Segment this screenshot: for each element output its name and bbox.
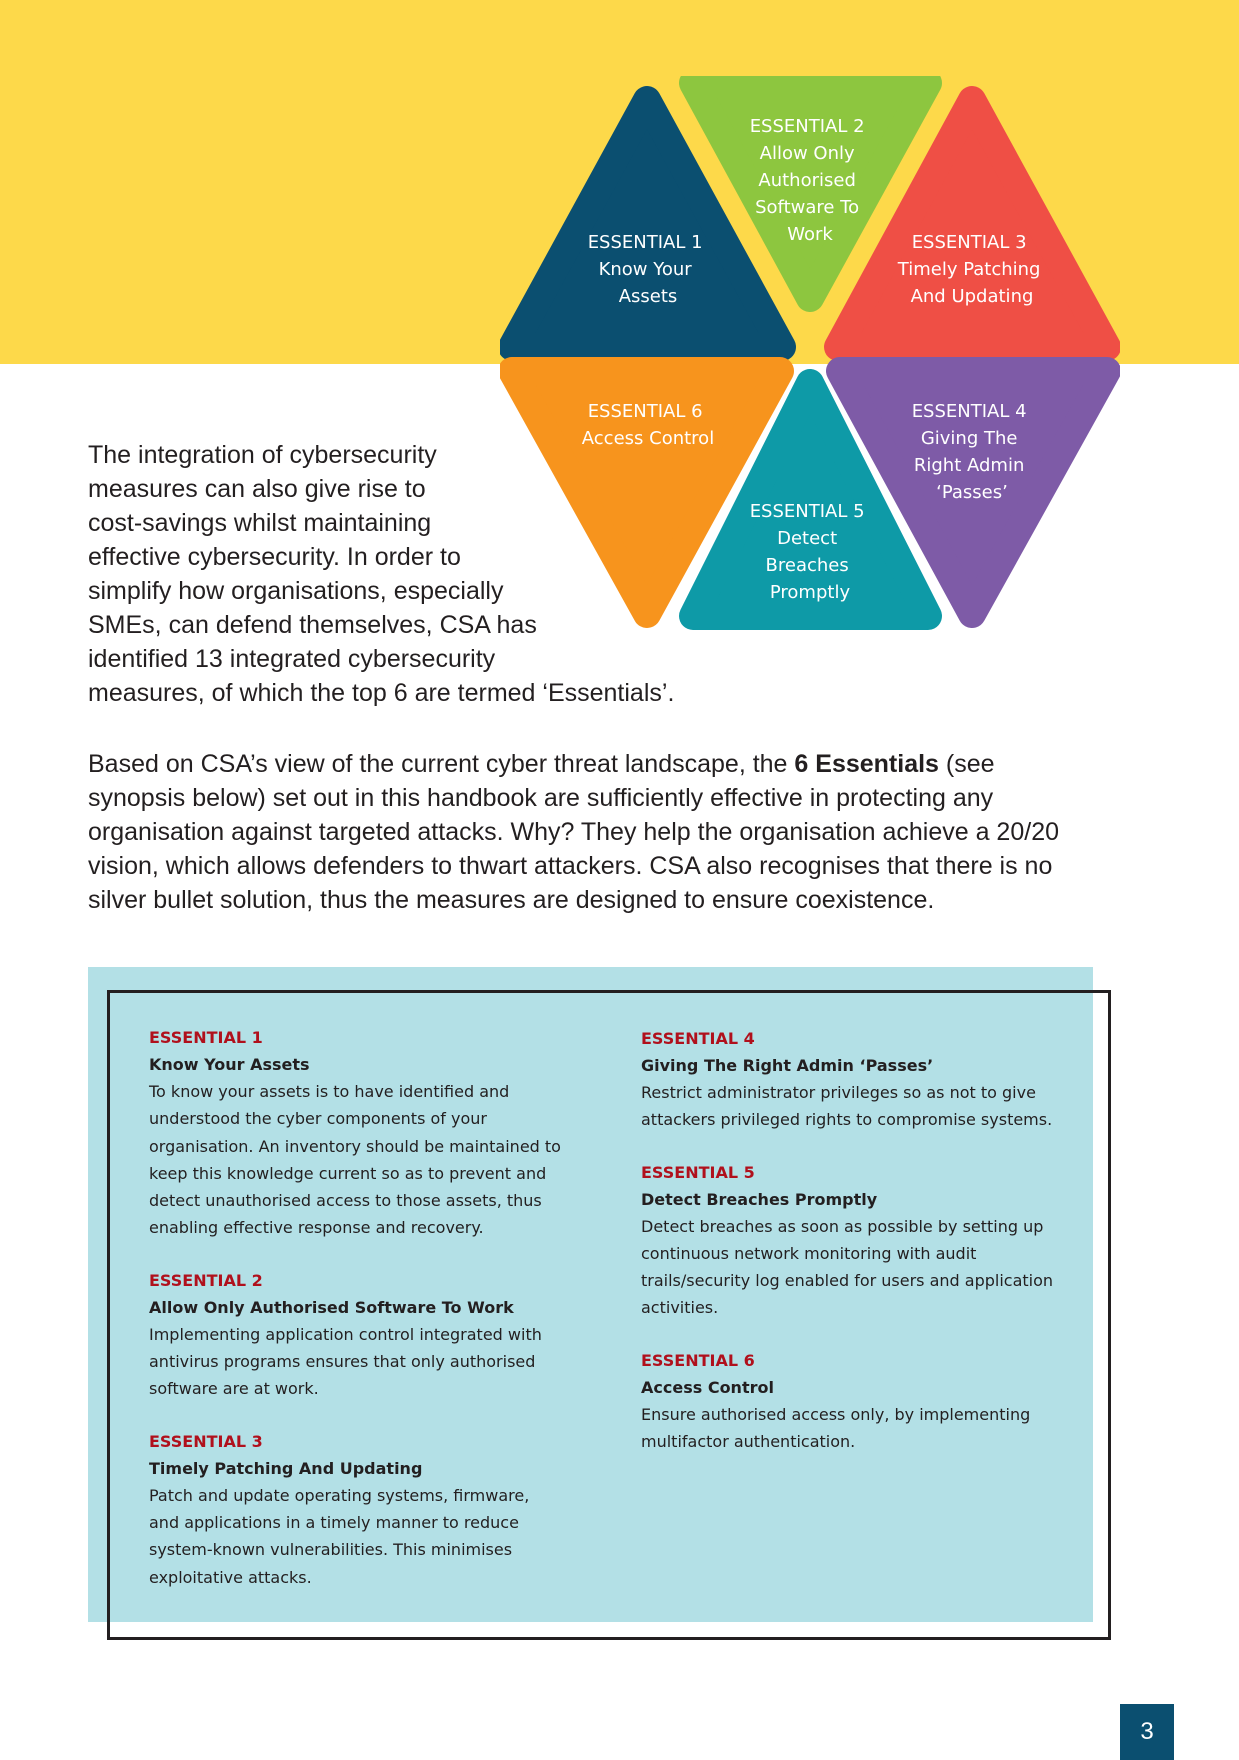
essential-description [149,1078,599,1242]
synopsis-essential-4 [641,1025,1081,1134]
six-essentials-emphasis: 6 Essentials [794,750,939,778]
intro-line: effective cybersecurity. In order to [88,543,461,571]
page-number: 3 [1120,1704,1174,1760]
essential-label: ESSENTIAL 5 [641,1162,755,1182]
rationale-line: synopsis below) set out in this handbook are sufficiently effective in protecting any [88,784,994,812]
essential-label: ESSENTIAL 6 [641,1350,755,1370]
description-line: Detect breaches as soon as possible by setting up [641,1216,1044,1236]
description-line: To know your assets is to have identified and [149,1082,510,1101]
essential-5-diagram-label: ESSENTIAL 5 Detect Breaches Promptly [749,501,865,603]
description-line: attackers privileged rights to compromise systems. [641,1110,1053,1130]
rationale-text: (see [938,750,995,778]
rationale-line [88,747,1148,781]
essential-title: Know Your Assets [149,1055,310,1074]
essential-description [641,1401,1081,1456]
description-line: exploitative attacks. [149,1567,312,1587]
rationale-line: vision, which allows defenders to thwart attackers. CSA also recognises that there is no [88,852,1053,880]
essential-title: Detect Breaches Promptly [641,1189,878,1209]
synopsis-essential-1 [149,1024,599,1242]
intro-line: SMEs, can defend themselves, CSA has [88,611,537,639]
description-line: Restrict administrator privileges so as not to give [641,1083,1036,1102]
description-line: keep this knowledge current so as to prevent and [149,1163,547,1183]
essential-1-diagram-label: ESSENTIAL 1 Know Your Assets [587,232,703,307]
description-line: Patch and update operating systems, firmware, [149,1485,530,1505]
description-line: Ensure authorised access only, by implementing [641,1404,1031,1424]
description-line: antivirus programs ensures that only authorised [149,1352,536,1372]
intro-line: measures, of which the top 6 are termed ‘Essentials’. [88,679,675,707]
synopsis-essential-5 [641,1159,1081,1322]
essential-6-diagram-label: ESSENTIAL 6 Access Control [581,401,715,449]
synopsis-essential-6 [641,1347,1081,1456]
intro-paragraph [88,438,778,710]
rationale-text: Based on CSA’s view of the current cyber threat landscape, the [88,750,795,778]
essential-description [149,1321,599,1403]
essential-label: ESSENTIAL 3 [149,1431,263,1451]
essential-2-diagram-label: ESSENTIAL 2 Allow Only Authorised Software To Work [749,116,865,245]
description-line: detect unauthorised access to those assets, thus [149,1191,542,1211]
essential-description [149,1482,599,1591]
essential-description [641,1213,1081,1322]
description-line: software are at work. [149,1379,319,1399]
description-line: system-known vulnerabilities. This minimises [149,1540,513,1560]
synopsis-left-column [149,1024,599,1616]
synopsis-essential-2 [149,1267,599,1403]
essential-title: Allow Only Authorised Software To Work [149,1297,514,1317]
essentials-rationale-paragraph [88,747,1148,917]
essential-title: Access Control [641,1377,774,1397]
essential-4-diagram-label: ESSENTIAL 4 Giving The Right Admin ‘Passes’ [911,401,1027,503]
essential-label: ESSENTIAL 1 [149,1028,263,1047]
description-line: activities. [641,1298,719,1318]
description-line: organisation. An inventory should be maintained to [149,1136,561,1156]
description-line: continuous network monitoring with audit [641,1243,977,1263]
description-line: Implementing application control integrated with [149,1324,542,1344]
essential-title: Timely Patching And Updating [149,1458,423,1478]
synopsis-right-column [641,1025,1081,1480]
intro-line: identified 13 integrated cybersecurity [88,645,496,673]
description-line: understood the cyber components of your [149,1109,487,1129]
essential-description [641,1079,1081,1134]
description-line: and applications in a timely manner to reduce [149,1512,519,1532]
intro-line: measures can also give rise to [88,475,426,503]
rationale-line: organisation against targeted attacks. Why? They help the organisation achieve a 20/20 [88,818,1059,846]
description-line: multifactor authentication. [641,1432,856,1452]
rationale-line: silver bullet solution, thus the measures are designed to ensure coexistence. [88,886,935,914]
intro-line: simplify how organisations, especially [88,577,504,605]
essential-label: ESSENTIAL 4 [641,1029,755,1048]
description-line: trails/security log enabled for users and application [641,1271,1054,1291]
essential-title: Giving The Right Admin ‘Passes’ [641,1056,934,1075]
essential-3-diagram-label: ESSENTIAL 3 Timely Patching And Updating [897,232,1041,307]
essential-label: ESSENTIAL 2 [149,1270,263,1290]
intro-line: The integration of cybersecurity [88,441,437,469]
description-line: enabling effective response and recovery. [149,1218,484,1238]
intro-line: cost-savings whilst maintaining [88,509,432,537]
synopsis-essential-3 [149,1428,599,1591]
